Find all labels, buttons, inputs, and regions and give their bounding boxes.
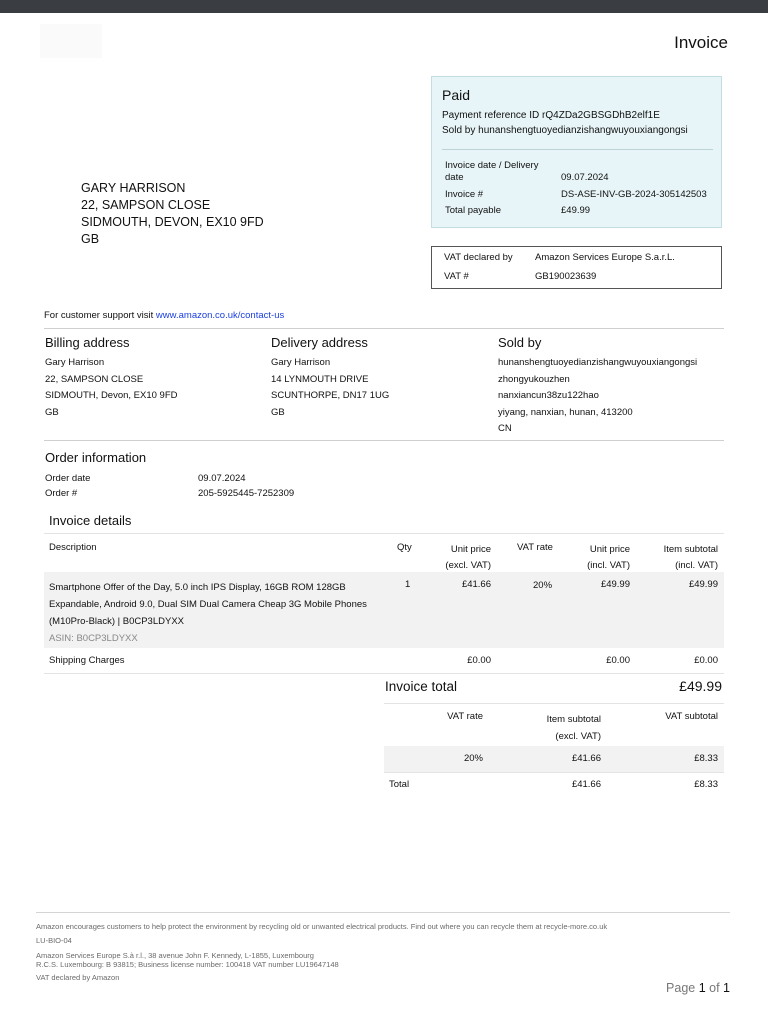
payment-summary-box bbox=[431, 76, 722, 228]
divider bbox=[44, 328, 724, 329]
billing-line: GB bbox=[45, 406, 59, 418]
page-indicator bbox=[666, 981, 730, 995]
item-asin: ASIN: B0CP3LDYXX bbox=[49, 633, 138, 644]
divider bbox=[442, 149, 713, 150]
top-bar bbox=[0, 0, 768, 13]
invoice-date-label-2: date bbox=[445, 172, 464, 183]
seller-line: nanxiancun38zu122hao bbox=[498, 390, 599, 401]
col-vat-rate: VAT rate bbox=[517, 542, 553, 553]
payment-reference: Payment reference ID rQ4ZDa2GBSGDhB2elf1E bbox=[442, 110, 660, 121]
item-desc-line: (M10Pro-Black) | B0CP3LDYXX bbox=[49, 616, 184, 627]
logo-placeholder bbox=[40, 24, 102, 58]
payment-sold-by: Sold by hunanshengtuoyedianzishangwuyouxiangongsi bbox=[442, 125, 688, 136]
invoice-total-label: Invoice total bbox=[385, 679, 458, 694]
recipient-line: SIDMOUTH, DEVON, EX10 9FD bbox=[81, 215, 264, 229]
col-qty: Qty bbox=[397, 542, 412, 553]
vat-number-label: VAT # bbox=[444, 271, 469, 282]
totals-row-subtotal: £41.66 bbox=[571, 753, 601, 764]
recipient-line: GB bbox=[81, 232, 100, 246]
order-date-label: Order date bbox=[45, 473, 91, 484]
totals-vat-rate-header: VAT rate bbox=[447, 711, 483, 722]
col-unit-excl-1: Unit price bbox=[450, 544, 491, 555]
item-qty: 1 bbox=[405, 579, 411, 590]
seller-line: hunanshengtuoyedianzishangwuyouxiangongsi bbox=[498, 357, 698, 368]
divider bbox=[36, 912, 730, 913]
shipping-label: Shipping Charges bbox=[49, 655, 125, 666]
shipping-unit-incl: £0.00 bbox=[606, 655, 630, 666]
support-text: For customer support visit bbox=[44, 310, 156, 321]
invoice-title: Invoice bbox=[674, 33, 728, 52]
col-subtotal-2: (incl. VAT) bbox=[675, 560, 718, 571]
delivery-address bbox=[271, 355, 389, 421]
item-desc-line: Expandable, Android 9.0, Dual SIM Dual Camera Cheap 3G Mobile Phones bbox=[49, 599, 367, 610]
col-unit-incl-1: Unit price bbox=[589, 544, 630, 555]
totals-total-label: Total bbox=[389, 779, 410, 790]
details-title: Invoice details bbox=[49, 513, 132, 528]
order-number-value: 205-5925445-7252309 bbox=[198, 488, 295, 499]
col-unit-incl bbox=[587, 542, 630, 574]
totals-row-rate: 20% bbox=[463, 753, 483, 764]
totals-total-vat: £8.33 bbox=[694, 779, 718, 790]
vat-declared-by-value: Amazon Services Europe S.a.r.L. bbox=[535, 252, 675, 263]
total-payable-value: £49.99 bbox=[561, 205, 591, 216]
customer-support bbox=[44, 310, 284, 321]
table-row bbox=[44, 572, 724, 648]
item-unit-incl: £49.99 bbox=[600, 579, 630, 590]
paid-status: Paid bbox=[442, 87, 471, 103]
col-unit-excl bbox=[445, 542, 491, 574]
billing-line: 22, SAMPSON CLOSE bbox=[45, 373, 144, 385]
item-subtotal: £49.99 bbox=[688, 579, 718, 590]
footer-company bbox=[36, 951, 339, 969]
recipient-address bbox=[81, 180, 264, 248]
delivery-line: SCUNTHORPE, DN17 1UG bbox=[271, 390, 390, 401]
seller-line: zhongyukouzhen bbox=[498, 373, 570, 385]
billing-title: Billing address bbox=[45, 335, 130, 350]
footer-vat-declared: VAT declared by Amazon bbox=[36, 973, 120, 982]
totals-row bbox=[384, 746, 724, 772]
vat-declared-by-label: VAT declared by bbox=[444, 252, 513, 263]
totals-vat-subtotal-header: VAT subtotal bbox=[665, 711, 718, 722]
support-link[interactable]: www.amazon.co.uk/contact-us bbox=[155, 310, 285, 321]
footer-company-line: Amazon Services Europe S.à r.l., 38 avenue John F. Kennedy, L-1855, Luxembourg bbox=[36, 951, 314, 960]
totals-subtotal-header-2: (excl. VAT) bbox=[555, 731, 601, 742]
delivery-line: Gary Harrison bbox=[271, 357, 331, 368]
totals-total-subtotal: £41.66 bbox=[571, 779, 601, 790]
totals-subtotal-header-1: Item subtotal bbox=[546, 714, 601, 725]
delivery-line: 14 LYNMOUTH DRIVE bbox=[271, 373, 369, 385]
delivery-line: GB bbox=[271, 406, 285, 418]
item-desc-line: Smartphone Offer of the Day, 5.0 inch IPS Display, 16GB ROM 128GB bbox=[49, 582, 346, 593]
divider bbox=[384, 703, 724, 704]
shipping-subtotal: £0.00 bbox=[694, 655, 718, 666]
billing-line: Gary Harrison bbox=[45, 357, 105, 368]
shipping-unit-excl: £0.00 bbox=[467, 655, 491, 666]
col-description: Description bbox=[49, 542, 97, 553]
billing-line: SIDMOUTH, Devon, EX10 9FD bbox=[45, 390, 178, 401]
item-description bbox=[49, 579, 389, 647]
seller-title: Sold by bbox=[498, 335, 542, 350]
footer-recycling: Amazon encourages customers to help protect the environment by recycling old or unwanted electrical products. Find out where you can recycle them at recycle-more.co.uk bbox=[36, 922, 608, 931]
totals-row-vat: £8.33 bbox=[694, 753, 718, 764]
footer-code: LU-BIO-04 bbox=[36, 936, 72, 945]
vat-declaration-box bbox=[431, 246, 722, 289]
divider bbox=[44, 673, 724, 674]
col-unit-excl-2: (excl. VAT) bbox=[445, 560, 491, 571]
item-vat-rate: 20% bbox=[533, 580, 553, 591]
vat-number-value: GB190023639 bbox=[535, 271, 597, 282]
order-date-value: 09.07.2024 bbox=[198, 473, 246, 484]
total-payable-label: Total payable bbox=[445, 205, 501, 216]
divider bbox=[44, 533, 724, 534]
divider bbox=[384, 772, 724, 773]
invoice-number-value: DS-ASE-INV-GB-2024-305142503 bbox=[561, 189, 707, 200]
invoice-date-label: Invoice date / Delivery bbox=[445, 160, 539, 171]
page-of: of bbox=[705, 981, 724, 995]
recipient-line: 22, SAMPSON CLOSE bbox=[81, 198, 211, 212]
page-total: 1 bbox=[723, 981, 730, 995]
invoice-number-label: Invoice # bbox=[445, 189, 484, 200]
recipient-line: GARY HARRISON bbox=[81, 181, 186, 195]
order-title: Order information bbox=[45, 450, 147, 465]
totals-subtotal-header bbox=[547, 711, 601, 745]
col-subtotal-1: Item subtotal bbox=[663, 544, 718, 555]
footer-company-line: R.C.S. Luxembourg: B 93815; Business license number: 100418 VAT number LU19647148 bbox=[36, 960, 339, 969]
invoice-total-value: £49.99 bbox=[679, 678, 722, 694]
seller-line: CN bbox=[498, 423, 512, 434]
divider bbox=[44, 440, 724, 441]
seller-address bbox=[498, 355, 697, 438]
col-unit-incl-2: (incl. VAT) bbox=[587, 560, 630, 571]
billing-address bbox=[45, 355, 178, 421]
col-subtotal bbox=[664, 542, 718, 574]
seller-line: yiyang, nanxian, hunan, 413200 bbox=[498, 406, 633, 418]
item-unit-excl: £41.66 bbox=[461, 579, 491, 590]
page-prefix: Page bbox=[666, 981, 699, 995]
order-number-label: Order # bbox=[45, 488, 78, 499]
page-current: 1 bbox=[698, 981, 706, 995]
delivery-title: Delivery address bbox=[271, 335, 368, 350]
invoice-date-value: 09.07.2024 bbox=[561, 172, 609, 183]
